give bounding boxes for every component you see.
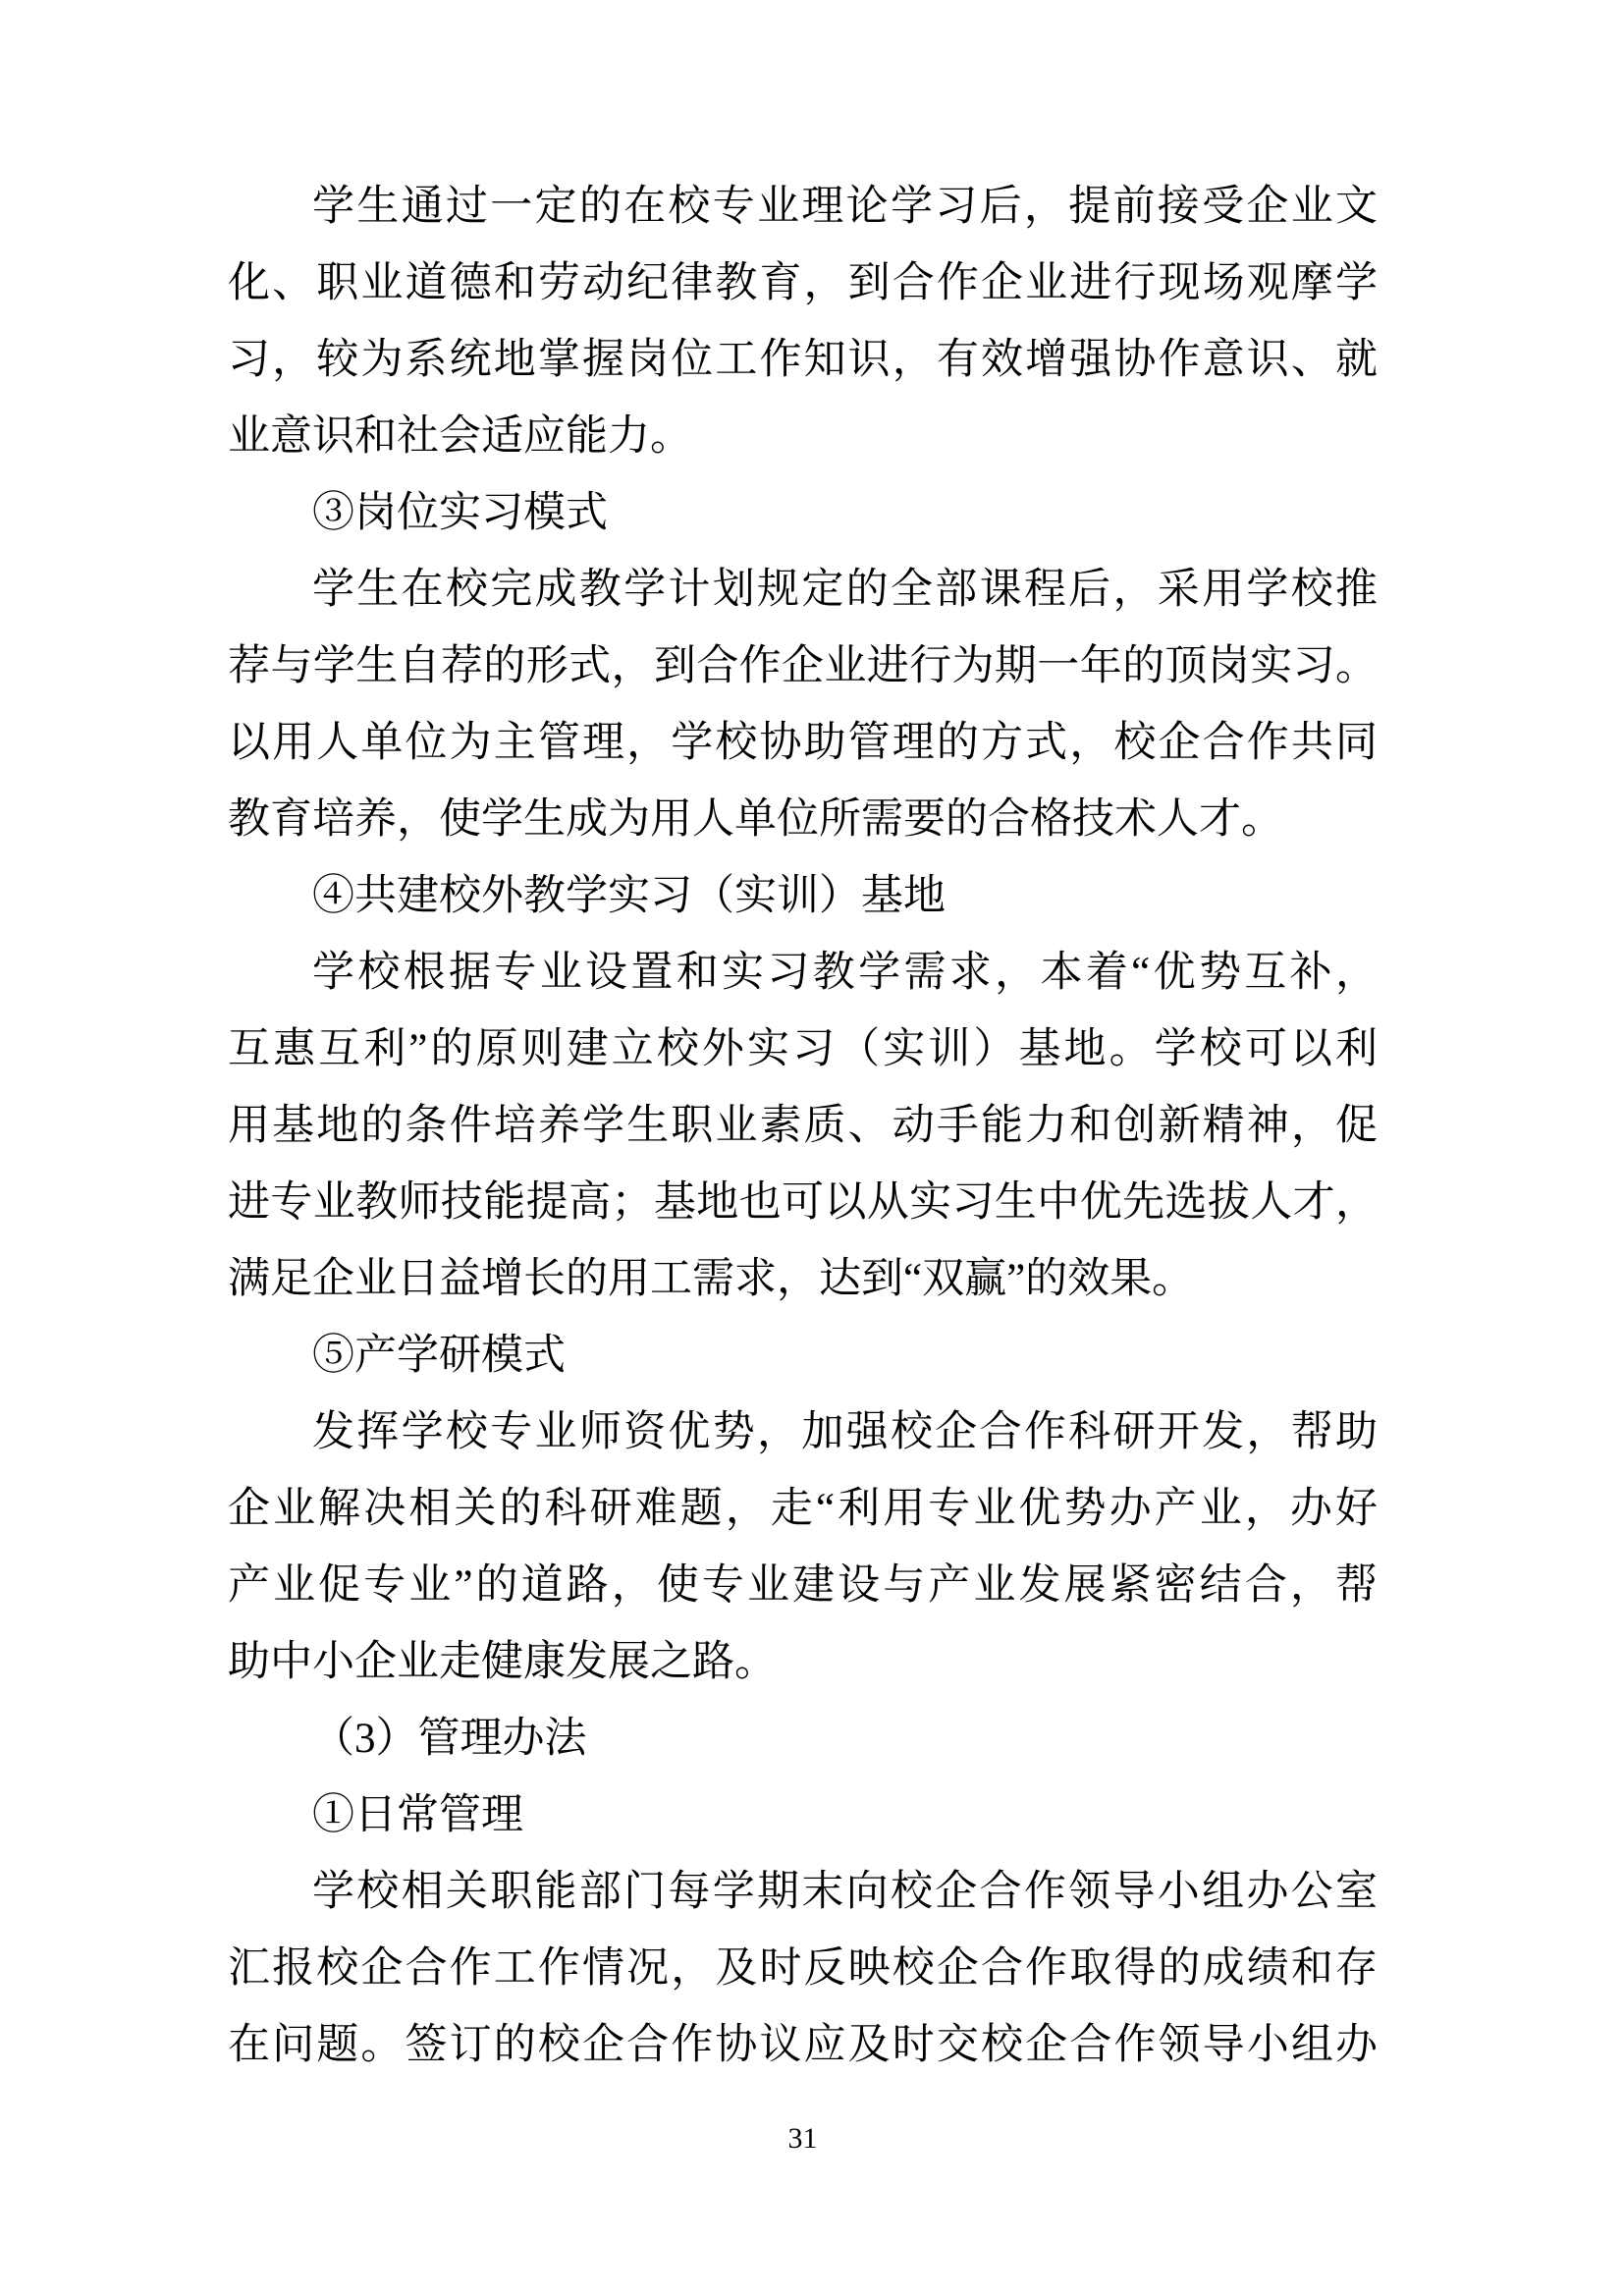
- heading-line: ④共建校外教学实习（实训）基地: [312, 873, 946, 919]
- page-body: [228, 169, 1378, 2084]
- text-line: 化、职业道德和劳动纪律教育，到合作企业进行现场观摩学: [228, 260, 1378, 306]
- text-line: 进专业教师技能提高；基地也可以从实习生中优先选拔人才，: [228, 1179, 1378, 1226]
- text-line: 在问题。签订的校企合作协议应及时交校企合作领导小组办: [228, 2022, 1378, 2068]
- heading-line: ①日常管理: [312, 1792, 523, 1838]
- text-line: 学生在校完成教学计划规定的全部课程后，采用学校推: [312, 567, 1378, 613]
- text-line: 汇报校企合作工作情况，及时反映校企合作取得的成绩和存: [228, 1945, 1378, 1992]
- heading-line: （3）管理办法: [312, 1716, 587, 1762]
- heading-line: ⑤产学研模式: [312, 1333, 566, 1379]
- text-line: 以用人单位为主管理，学校协助管理的方式，校企合作共同: [228, 720, 1378, 766]
- text-line: 学校根据专业设置和实习教学需求，本着“优势互补，: [312, 950, 1378, 996]
- text-line: 业意识和社会适应能力。: [228, 413, 692, 460]
- text-line: 习，较为系统地掌握岗位工作知识，有效增强协作意识、就: [228, 337, 1378, 383]
- text-line: 学校相关职能部门每学期末向校企合作领导小组办公室: [312, 1869, 1378, 1915]
- text-line: 满足企业日益增长的用工需求，达到“双赢”的效果。: [228, 1256, 1195, 1302]
- text-line: 助中小企业走健康发展之路。: [228, 1639, 777, 1685]
- text-line: 学生通过一定的在校专业理论学习后，提前接受企业文: [312, 184, 1378, 230]
- text-line: 荐与学生自荐的形式，到合作企业进行为期一年的顶岗实习。: [228, 643, 1378, 689]
- text-line: 用基地的条件培养学生职业素质、动手能力和创新精神，促: [228, 1103, 1378, 1149]
- page-number: 31: [787, 2122, 818, 2155]
- text-line: 教育培养，使学生成为用人单位所需要的合格技术人才。: [228, 796, 1283, 843]
- text-line: 互惠互利”的原则建立校外实习（实训）基地。学校可以利: [228, 1026, 1378, 1072]
- text-line: 企业解决相关的科研难题，走“利用专业优势办产业，办好: [228, 1486, 1378, 1532]
- heading-line: ③岗位实习模式: [312, 490, 608, 536]
- text-line: 发挥学校专业师资优势，加强校企合作科研开发，帮助: [312, 1409, 1378, 1455]
- text-line: 产业促专业”的道路，使专业建设与产业发展紧密结合，帮: [228, 1562, 1378, 1609]
